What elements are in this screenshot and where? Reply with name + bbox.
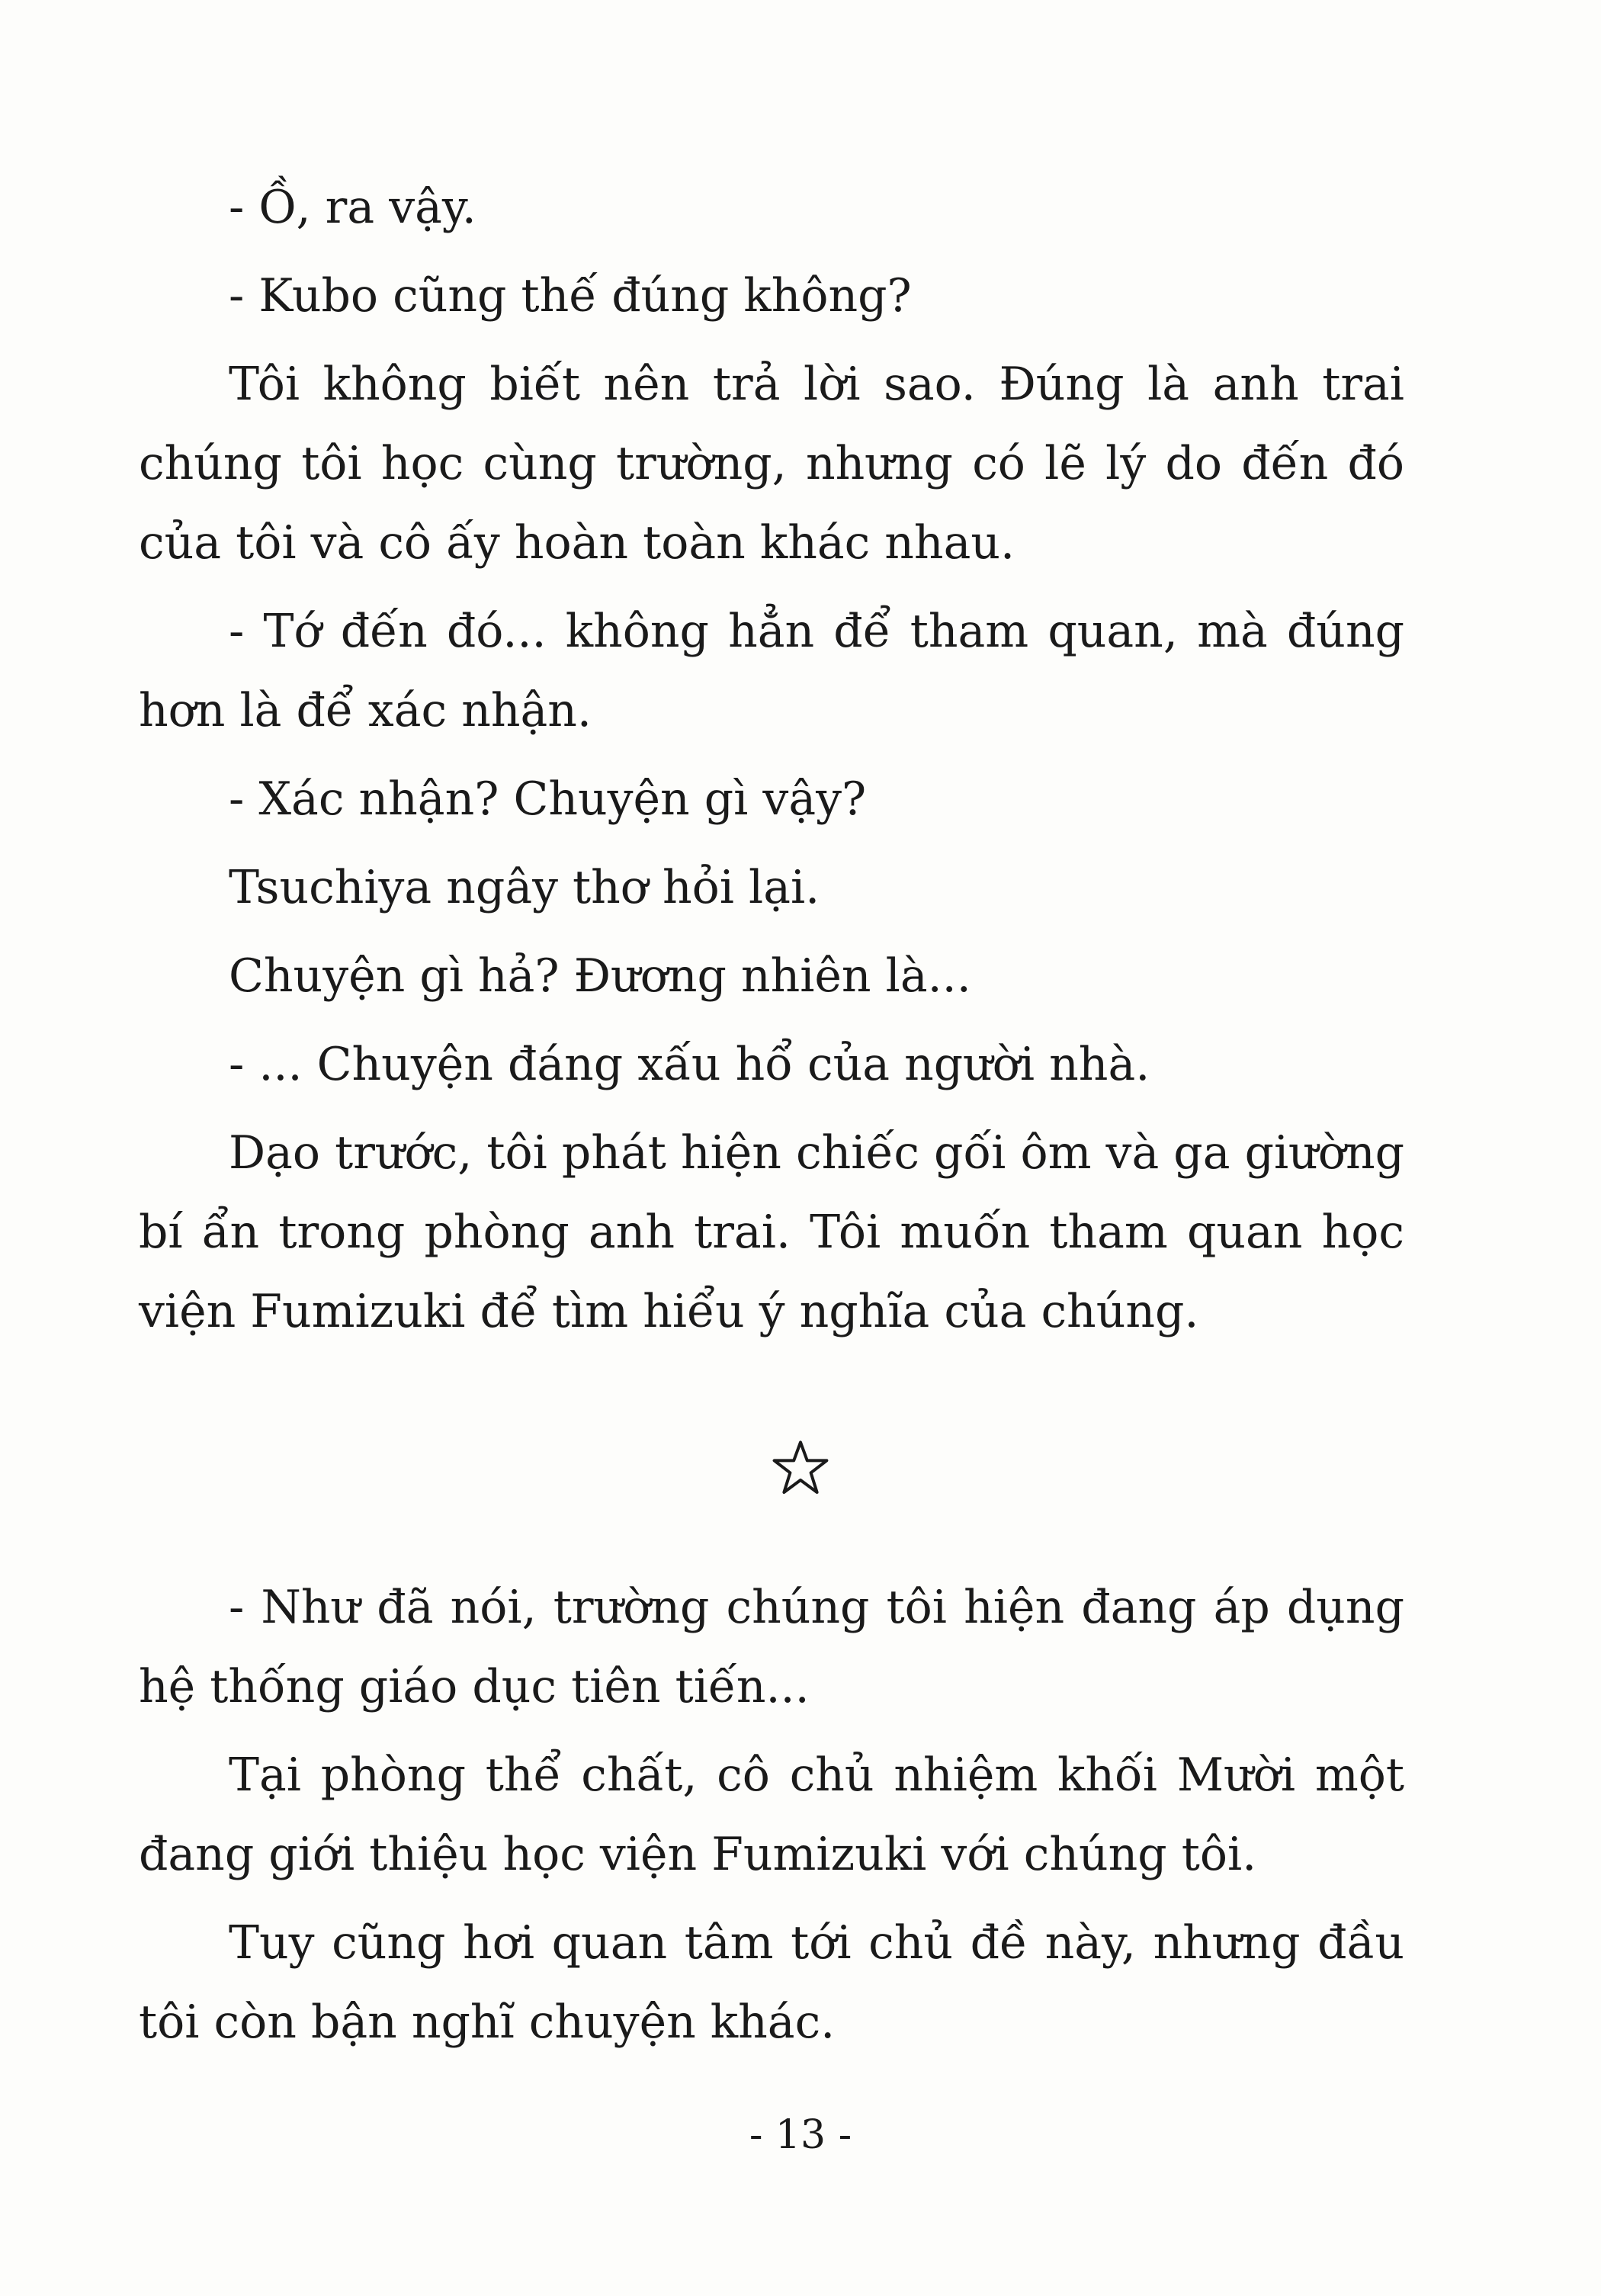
paragraph: Tuy cũng hơi quan tâm tới chủ đề này, nhưng đầu tôi còn bận nghĩ chuyện khác. (139, 1916, 1404, 2049)
paragraph: Tại phòng thể chất, cô chủ nhiệm khối Mười một đang giới thiệu học viện Fumizuki với chúng tôi. (139, 1748, 1404, 1881)
paragraph: Dạo trước, tôi phát hiện chiếc gối ôm và ga giường bí ẩn trong phòng anh trai. Tôi muốn tham quan học viện Fumizuki để tìm hiểu ý nghĩa của chúng. (139, 1126, 1404, 1338)
paragraph: - Ồ, ra vậy. (229, 181, 476, 234)
star-outline-icon (770, 1437, 831, 1498)
paragraph: Chuyện gì hả? Đương nhiên là... (229, 949, 971, 1003)
paragraph: - ... Chuyện đáng xấu hổ của người nhà. (229, 1038, 1150, 1091)
paragraph: Tsuchiya ngây thơ hỏi lại. (229, 861, 820, 914)
paragraph: - Như đã nói, trường chúng tôi hiện đang áp dụng hệ thống giáo dục tiên tiến... (139, 1581, 1404, 1713)
paragraph: - Kubo cũng thế đúng không? (229, 269, 912, 323)
paragraph: - Tớ đến đó... không hẳn để tham quan, mà đúng hơn là để xác nhận. (139, 605, 1404, 737)
text-block-bottom (139, 1568, 1404, 2071)
paragraph: - Xác nhận? Chuyện gì vậy? (229, 772, 867, 826)
scene-break (0, 1434, 1601, 1502)
page-number: - 13 - (749, 2112, 852, 2158)
text-block-top (139, 168, 1404, 1360)
paragraph: Tôi không biết nên trả lời sao. Đúng là anh trai chúng tôi học cùng trường, nhưng có lẽ lý do đến đó của tôi và cô ấy hoàn toàn khác nhau. (139, 358, 1404, 570)
